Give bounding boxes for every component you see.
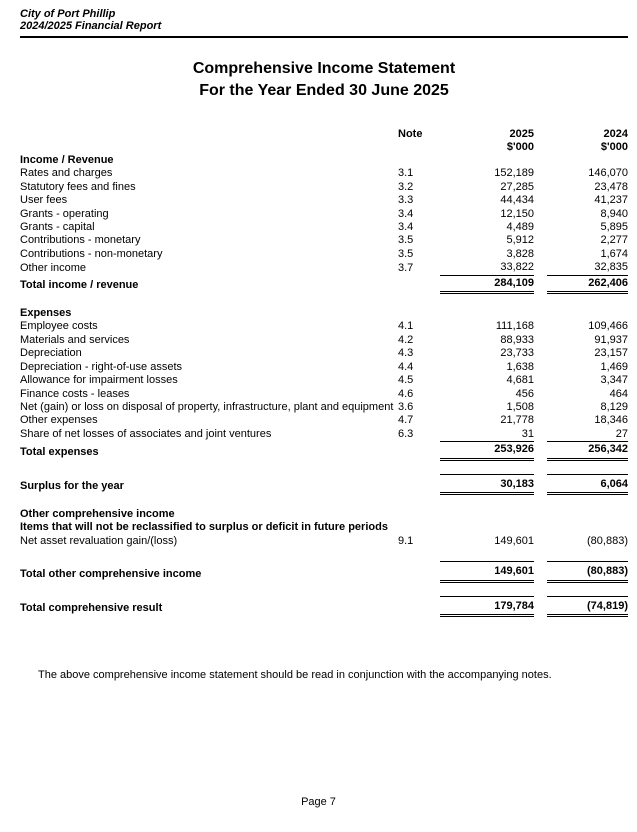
income-statement-table xyxy=(20,128,628,617)
note-ref xyxy=(398,521,440,534)
column-gap xyxy=(534,535,547,548)
row-label: Share of net losses of associates and joint ventures xyxy=(20,428,272,441)
value-2025: 88,933 xyxy=(500,333,534,346)
row-label: Surplus for the year xyxy=(20,480,124,493)
spacer-cell xyxy=(20,459,628,474)
row-label: Contributions - monetary xyxy=(20,234,141,247)
table-row xyxy=(20,261,628,275)
note-ref: 3.4 xyxy=(398,221,414,234)
column-gap xyxy=(534,141,547,154)
row-label: Income / Revenue xyxy=(20,154,114,166)
table-row xyxy=(20,208,628,221)
value-2025: 456 xyxy=(515,387,534,400)
section-header-row xyxy=(20,521,628,534)
accompanying-notes-footnote: The above comprehensive income statement should be read in conjunction with the accompanying notes. xyxy=(38,668,552,681)
note-ref xyxy=(398,275,440,292)
unit-2025-header: $'000 xyxy=(506,141,534,153)
table-row xyxy=(20,535,628,548)
value-2025: 1,508 xyxy=(506,400,534,413)
value-2024 xyxy=(547,508,628,521)
note-ref: 3.2 xyxy=(398,180,414,193)
row-label: Total expenses xyxy=(20,445,99,458)
value-2024: (80,883) xyxy=(547,562,628,581)
statement-title-line1: Comprehensive Income Statement xyxy=(192,60,456,77)
row-label: Expenses xyxy=(20,307,72,320)
note-ref: 3.7 xyxy=(398,261,414,274)
value-2025: 4,681 xyxy=(506,374,534,387)
row-label: Other comprehensive income xyxy=(20,507,175,520)
table-row xyxy=(20,388,628,401)
spacer-row xyxy=(20,293,628,308)
value-2024: 1,469 xyxy=(600,360,628,373)
value-2024: 8,129 xyxy=(600,400,628,413)
note-ref: 3.5 xyxy=(398,247,414,260)
column-gap xyxy=(534,167,547,180)
value-2024: 2,277 xyxy=(600,234,628,247)
note-ref xyxy=(398,508,440,521)
table-row xyxy=(20,361,628,374)
value-2024: 146,070 xyxy=(588,167,628,180)
spacer-cell xyxy=(20,548,628,562)
note-ref: 4.3 xyxy=(398,347,414,360)
value-2024 xyxy=(547,307,628,320)
table-row xyxy=(20,442,628,459)
note-ref: 4.7 xyxy=(398,414,414,427)
value-2025 xyxy=(440,521,534,534)
table-row xyxy=(20,401,628,414)
column-gap xyxy=(534,248,547,261)
value-2025 xyxy=(440,307,534,320)
table-row xyxy=(20,221,628,234)
value-2024 xyxy=(547,521,628,534)
value-2025: 1,638 xyxy=(506,360,534,373)
note-ref xyxy=(398,562,440,581)
note-ref: 3.4 xyxy=(398,207,414,220)
report-name: 2024/2025 Financial Report xyxy=(20,20,162,32)
column-gap xyxy=(534,208,547,221)
value-2025: 12,150 xyxy=(500,207,534,220)
value-2025: 253,926 xyxy=(440,442,534,459)
value-2025: 5,912 xyxy=(506,234,534,247)
row-label: User fees xyxy=(20,194,68,207)
column-gap xyxy=(534,428,547,442)
value-2024: 1,674 xyxy=(600,247,628,260)
note-ref: 4.1 xyxy=(398,320,414,333)
column-gap xyxy=(534,388,547,401)
statement-title xyxy=(20,58,628,102)
column-gap xyxy=(534,414,547,427)
label-column-header xyxy=(20,128,398,141)
spacer-cell xyxy=(20,293,628,308)
note-ref: 4.2 xyxy=(398,333,414,346)
row-label: Items that will not be reclassified to surplus or deficit in future periods xyxy=(20,521,388,534)
table-row xyxy=(20,181,628,194)
spacer-row xyxy=(20,493,628,508)
document-header xyxy=(20,8,628,38)
unit-header-row xyxy=(20,141,628,154)
row-label: Grants - capital xyxy=(20,221,95,234)
table-row xyxy=(20,347,628,360)
row-label: Employee costs xyxy=(20,320,98,333)
note-ref: 4.5 xyxy=(398,374,414,387)
table-row xyxy=(20,248,628,261)
column-header-row xyxy=(20,128,628,141)
row-label: Net (gain) or loss on disposal of property, infrastructure, plant and equipment xyxy=(20,400,394,413)
note-ref: 3.5 xyxy=(398,234,414,247)
note-ref: 6.3 xyxy=(398,428,414,441)
value-2025: 3,828 xyxy=(506,247,534,260)
statement-rows xyxy=(20,154,628,615)
value-2024: 91,937 xyxy=(594,333,628,346)
value-2025: 149,601 xyxy=(440,562,534,581)
value-2024: 32,835 xyxy=(547,261,628,275)
note-ref: 4.6 xyxy=(398,387,414,400)
value-2025: 21,778 xyxy=(500,414,534,427)
value-2024: 18,346 xyxy=(594,414,628,427)
row-label: Finance costs - leases xyxy=(20,387,130,400)
column-gap xyxy=(534,194,547,207)
column-gap xyxy=(534,361,547,374)
row-label: Materials and services xyxy=(20,333,130,346)
column-gap xyxy=(534,128,547,141)
value-2025: 31 xyxy=(440,428,534,442)
column-gap xyxy=(534,508,547,521)
table-row xyxy=(20,234,628,247)
value-2024: (74,819) xyxy=(547,596,628,615)
column-gap xyxy=(534,221,547,234)
spacer-row xyxy=(20,548,628,562)
value-2024: 5,895 xyxy=(600,221,628,234)
spacer-row xyxy=(20,581,628,596)
row-label: Total other comprehensive income xyxy=(20,567,202,580)
row-label: Other income xyxy=(20,261,87,274)
row-label: Total income / revenue xyxy=(20,279,139,292)
column-gap xyxy=(534,562,547,581)
column-gap xyxy=(534,154,547,167)
year-2024-header: 2024 xyxy=(603,128,628,140)
value-2025: 4,489 xyxy=(506,221,534,234)
column-gap xyxy=(534,596,547,615)
value-2024: 464 xyxy=(609,387,628,400)
column-gap xyxy=(534,401,547,414)
column-gap xyxy=(534,334,547,347)
row-label: Statutory fees and fines xyxy=(20,180,136,193)
value-2025: 111,168 xyxy=(495,320,534,333)
row-label: Rates and charges xyxy=(20,167,113,180)
note-ref xyxy=(398,596,440,615)
organisation-name: City of Port Phillip xyxy=(20,8,116,20)
row-label: Allowance for impairment losses xyxy=(20,374,178,387)
column-gap xyxy=(534,474,547,493)
value-2025: 30,183 xyxy=(440,474,534,493)
section-header-row xyxy=(20,307,628,320)
table-row xyxy=(20,334,628,347)
note-ref xyxy=(398,474,440,493)
value-2024: 6,064 xyxy=(547,474,628,493)
note-column-header: Note xyxy=(398,128,423,140)
table-row xyxy=(20,474,628,493)
row-label: Total comprehensive result xyxy=(20,602,163,615)
value-2025: 33,822 xyxy=(440,261,534,275)
value-2024: 109,466 xyxy=(588,320,628,333)
value-2024: 23,478 xyxy=(594,180,628,193)
section-header-row xyxy=(20,154,628,167)
value-2025 xyxy=(440,508,534,521)
table-row xyxy=(20,428,628,442)
note-ref: 3.3 xyxy=(398,194,414,207)
value-2025 xyxy=(440,154,534,167)
value-2024: 23,157 xyxy=(594,347,628,360)
note-ref: 9.1 xyxy=(398,534,414,547)
column-gap xyxy=(534,181,547,194)
note-ref xyxy=(398,307,440,320)
spacer-row xyxy=(20,459,628,474)
value-2024: 27 xyxy=(547,428,628,442)
value-2025: 179,784 xyxy=(440,596,534,615)
row-label: Depreciation - right-of-use assets xyxy=(20,360,183,373)
column-gap xyxy=(534,275,547,292)
spacer-cell xyxy=(20,493,628,508)
value-2025: 149,601 xyxy=(494,534,534,547)
spacer-cell xyxy=(20,581,628,596)
table-row xyxy=(20,194,628,207)
table-row xyxy=(20,414,628,427)
unit-2024-header: $'000 xyxy=(600,141,628,153)
value-2025: 23,733 xyxy=(500,347,534,360)
column-gap xyxy=(534,320,547,333)
value-2024 xyxy=(547,154,628,167)
column-gap xyxy=(534,374,547,387)
column-gap xyxy=(534,521,547,534)
value-2024: 256,342 xyxy=(547,442,628,459)
value-2024: 262,406 xyxy=(547,275,628,292)
section-header-row xyxy=(20,508,628,521)
note-ref xyxy=(398,442,440,459)
value-2024: 8,940 xyxy=(600,207,628,220)
value-2025: 152,189 xyxy=(494,167,534,180)
row-label: Grants - operating xyxy=(20,207,109,220)
row-label: Contributions - non-monetary xyxy=(20,247,163,260)
note-ref: 4.4 xyxy=(398,360,414,373)
column-gap xyxy=(534,234,547,247)
value-2024: 41,237 xyxy=(594,194,628,207)
column-gap xyxy=(534,442,547,459)
note-ref: 3.6 xyxy=(398,400,414,413)
statement-title-line2: For the Year Ended 30 June 2025 xyxy=(199,82,449,99)
value-2024: (80,883) xyxy=(587,534,628,547)
column-gap xyxy=(534,307,547,320)
note-ref xyxy=(398,154,440,167)
row-label: Net asset revaluation gain/(loss) xyxy=(20,534,178,547)
column-gap xyxy=(534,347,547,360)
value-2025: 27,285 xyxy=(500,180,534,193)
column-gap xyxy=(534,261,547,275)
page-number: Page 7 xyxy=(301,796,336,808)
table-row xyxy=(20,167,628,180)
value-2025: 44,434 xyxy=(500,194,534,207)
year-2025-header: 2025 xyxy=(509,128,534,140)
table-row xyxy=(20,374,628,387)
row-label: Other expenses xyxy=(20,414,98,427)
table-row xyxy=(20,596,628,615)
table-row xyxy=(20,275,628,292)
value-2025: 284,109 xyxy=(440,275,534,292)
row-label: Depreciation xyxy=(20,347,82,360)
value-2024: 3,347 xyxy=(600,374,628,387)
table-row xyxy=(20,562,628,581)
note-ref: 3.1 xyxy=(398,167,414,180)
table-row xyxy=(20,320,628,333)
